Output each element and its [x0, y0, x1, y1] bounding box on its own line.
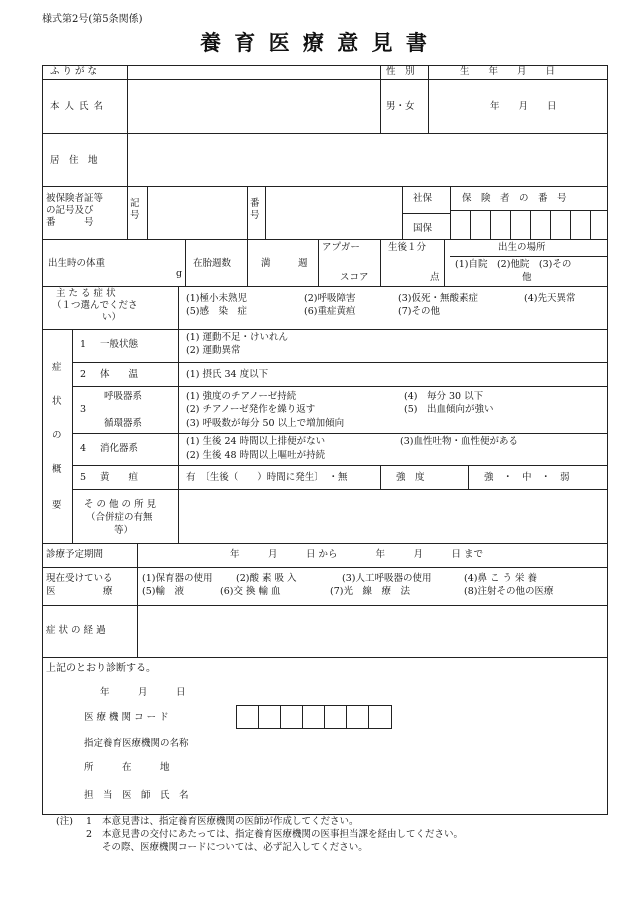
gestation-unit: 週 — [298, 258, 308, 269]
bango-label: 番号 — [250, 198, 260, 221]
table-rule — [258, 705, 259, 728]
diagnosis-statement: 上記のとおり診断する。 — [46, 663, 156, 674]
resp-option[interactable]: (2) チアノーゼ発作を繰り返す — [186, 404, 316, 415]
symptom-option[interactable]: (5)感 染 症 — [186, 306, 247, 317]
table-rule — [280, 705, 281, 728]
table-rule — [550, 210, 551, 239]
other-findings-label-3: 等） — [114, 525, 134, 536]
apgar-label-2: スコア — [340, 272, 369, 283]
institution-code-label: 医 療 機 関 コ ー ド — [84, 712, 169, 723]
summary-label-char: 症 — [52, 362, 62, 373]
location-label: 所 在 地 — [84, 762, 170, 773]
table-rule — [265, 186, 266, 239]
table-rule — [42, 605, 607, 606]
current-label-1: 現在受けている — [46, 573, 113, 584]
notes-prefix: (注) — [56, 816, 73, 827]
bango-field[interactable] — [267, 188, 400, 237]
apgar-unit: 点 — [430, 272, 440, 283]
table-rule — [302, 705, 303, 728]
table-rule — [346, 705, 347, 728]
resp-option[interactable]: (1) 強度のチアノーゼ持続 — [186, 391, 297, 402]
table-rule — [510, 210, 511, 239]
table-rule — [402, 186, 403, 239]
symptom-option[interactable]: (6)重症黄疸 — [304, 306, 356, 317]
apgar-label-1: アプガー — [322, 242, 360, 253]
jaundice-label: 黄 疸 — [100, 472, 139, 483]
treatment-option[interactable]: (1)保育器の使用 — [142, 573, 213, 584]
table-rule — [380, 465, 381, 489]
temperature-label: 体 温 — [100, 369, 139, 380]
treatment-option[interactable]: (2)酸 素 吸 入 — [236, 573, 297, 584]
note-2: 本意見書の交付にあたっては、指定養育医療機関の医事担当課を経由してください。 — [102, 829, 464, 840]
resp-option[interactable]: (5) 出血傾向が強い — [404, 404, 494, 415]
respiratory-label: 呼吸器系 — [104, 391, 143, 402]
treatment-option[interactable]: (8)注射その他の医療 — [464, 586, 554, 597]
general-option[interactable]: (2) 運動異常 — [186, 345, 241, 356]
sex-label: 性 別 — [386, 66, 415, 77]
table-rule — [72, 433, 607, 434]
table-rule — [368, 705, 369, 728]
table-rule — [402, 213, 450, 214]
furigana-field[interactable] — [129, 66, 379, 79]
birth-place-options[interactable]: (1)自院 (2)他院 (3)その — [455, 259, 572, 270]
gestation-label: 在胎週数 — [193, 258, 232, 269]
table-rule — [247, 239, 248, 286]
table-rule — [428, 65, 429, 133]
course-label: 症 状 の 経 過 — [46, 625, 106, 636]
table-rule — [127, 65, 128, 186]
main-symptom-label-1: 主 た る 症 状 — [56, 288, 116, 299]
table-rule — [318, 239, 319, 286]
symptom-option[interactable]: (4)先天異常 — [524, 293, 576, 304]
table-rule — [470, 210, 471, 239]
table-rule — [137, 543, 138, 657]
jaundice-levels[interactable]: 強 ・ 中 ・ 弱 — [484, 472, 570, 483]
address-label: 居 住 地 — [50, 155, 98, 166]
general-option[interactable]: (1) 運動不足・けいれん — [186, 332, 288, 343]
table-rule — [380, 239, 381, 286]
table-rule — [42, 239, 607, 240]
apgar-1min-label: 生後１分 — [388, 242, 427, 253]
main-symptom-label-2: （１つ選んでくださ — [52, 300, 138, 311]
sex-options[interactable]: 男・女 — [386, 101, 415, 112]
table-rule — [127, 186, 128, 239]
table-rule — [530, 210, 531, 239]
digestive-option[interactable]: (2) 生後 48 時間以上嘔吐が持続 — [186, 450, 326, 461]
table-rule — [178, 329, 179, 543]
note-number: 2 — [86, 829, 93, 840]
treatment-option[interactable]: (7)光 線 療 法 — [330, 586, 410, 597]
table-rule — [444, 239, 445, 286]
digestive-option[interactable]: (1) 生後 24 時間以上排便がない — [186, 436, 326, 447]
table-rule — [247, 186, 248, 239]
period-label: 診療予定期間 — [46, 549, 104, 560]
insured-label-3: 番 号 — [46, 217, 94, 228]
note-number: 1 — [86, 816, 93, 827]
symptom-option[interactable]: (2)呼吸障害 — [304, 293, 356, 304]
table-rule — [468, 465, 469, 489]
address-field[interactable] — [129, 135, 605, 185]
other-findings-field[interactable] — [180, 491, 605, 541]
table-rule — [72, 489, 607, 490]
insured-label-1: 被保険者証等 — [46, 193, 104, 204]
digestive-label: 消化器系 — [100, 443, 139, 454]
circulatory-label: 循環器系 — [104, 418, 143, 429]
item-number: 2 — [80, 369, 87, 380]
page-title: 養 育 医 療 意 見 書 — [200, 30, 430, 55]
period-text[interactable]: 年 月 日 から 年 月 日 まで — [230, 549, 484, 560]
course-field[interactable] — [139, 607, 605, 656]
table-rule — [380, 65, 381, 133]
table-rule — [72, 386, 607, 387]
table-rule — [178, 286, 179, 329]
birth-place-label: 出生の場所 — [498, 242, 546, 253]
form-number: 様式第2号(第5条関係) — [42, 14, 143, 25]
table-rule — [42, 286, 607, 287]
resp-option[interactable]: (4) 毎分 30 以下 — [404, 391, 484, 402]
note-1: 本意見書は、指定養育医療機関の医師が作成してください。 — [102, 816, 359, 827]
birth-weight-label: 出生時の体重 — [48, 258, 106, 269]
diagnosis-date[interactable]: 年 月 日 — [100, 687, 186, 698]
table-rule — [490, 210, 491, 239]
other-findings-label-1: そ の 他 の 所 見 — [84, 499, 157, 510]
general-condition-label: 一般状態 — [100, 339, 139, 350]
digestive-option[interactable]: (3)血性吐物・血性便がある — [400, 436, 518, 447]
other-findings-label-2: （合併症の有無 — [86, 512, 153, 523]
table-rule — [450, 210, 607, 211]
table-rule — [42, 543, 607, 544]
summary-label-char: 状 — [52, 396, 62, 407]
item-number: 3 — [80, 404, 87, 415]
table-rule — [147, 186, 148, 239]
birth-weight-unit: g — [176, 268, 183, 279]
kokuho-option[interactable]: 国保 — [413, 223, 433, 234]
name-field[interactable] — [129, 81, 379, 132]
shaho-option[interactable]: 社保 — [413, 193, 433, 204]
treatment-option[interactable]: (4)鼻 こ う 栄 養 — [464, 573, 538, 584]
note-2b: その際、医療機関コードについては、必ず記入してください。 — [102, 842, 368, 853]
furigana-label: ふ り が な — [50, 66, 98, 77]
summary-label-char: の — [52, 430, 62, 441]
institution-name-label: 指定養育医療機関の名称 — [84, 738, 189, 749]
treatment-option[interactable]: (6)交 換 輸 血 — [220, 586, 281, 597]
table-rule — [42, 329, 607, 330]
temperature-option[interactable]: (1) 摂氏 34 度以下 — [186, 369, 269, 380]
table-rule — [450, 186, 451, 239]
table-rule — [185, 239, 186, 286]
doctor-name-label: 担 当 医 師 氏 名 — [84, 790, 189, 801]
insurer-number-label: 保 険 者 の 番 号 — [462, 193, 567, 204]
table-rule — [72, 329, 73, 543]
name-label: 本 人 氏 名 — [50, 101, 105, 112]
current-label-2: 医 療 — [46, 586, 113, 597]
main-symptom-label-3: い） — [102, 312, 122, 323]
item-number: 1 — [80, 339, 87, 350]
table-rule — [324, 705, 325, 728]
symptom-option[interactable]: (7)その他 — [398, 306, 440, 317]
gestation-full: 満 — [261, 258, 271, 269]
item-number: 5 — [80, 472, 87, 483]
resp-option[interactable]: (3) 呼吸数が毎分 50 以上で増加傾向 — [186, 418, 345, 429]
table-rule — [450, 256, 607, 257]
summary-label-char: 概 — [52, 464, 62, 475]
kigo-label: 記号 — [130, 198, 140, 221]
table-rule — [590, 210, 591, 239]
treatment-option[interactable]: (3)人工呼吸器の使用 — [342, 573, 432, 584]
symptom-option[interactable]: (1)極小未熟児 — [186, 293, 247, 304]
jaundice-degree-label: 強 度 — [396, 472, 425, 483]
birth-place-other: 他 — [522, 272, 532, 283]
table-rule — [72, 362, 607, 363]
insured-label-2: の記号及び — [46, 205, 94, 216]
item-number: 4 — [80, 443, 87, 454]
table-rule — [42, 657, 607, 658]
symptom-option[interactable]: (3)仮死・無酸素症 — [398, 293, 478, 304]
table-rule — [570, 210, 571, 239]
summary-label-char: 要 — [52, 500, 62, 511]
treatment-option[interactable]: (5)輸 液 — [142, 586, 184, 597]
kigo-field[interactable] — [149, 188, 245, 237]
jaundice-presence[interactable]: 有 〔生後（ ）時間に発生〕 ・無 — [186, 472, 348, 483]
birth-label: 生 年 月 日 — [460, 66, 556, 77]
birth-date[interactable]: 年 月 日 — [490, 101, 557, 112]
table-rule — [42, 567, 607, 568]
table-rule — [72, 465, 607, 466]
